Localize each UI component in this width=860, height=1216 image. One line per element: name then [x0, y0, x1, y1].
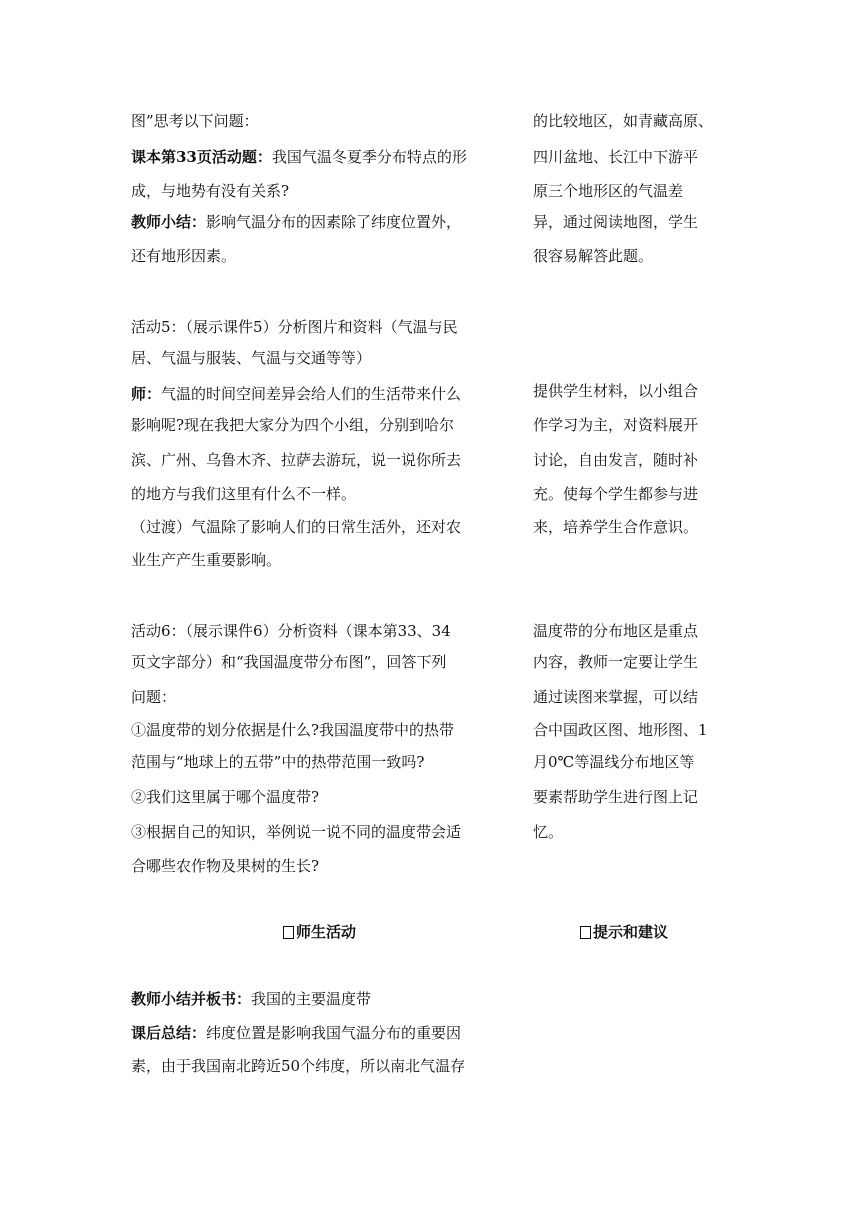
suggestion-text-line: 通过读图来掌握，可以结: [533, 688, 699, 706]
activity-text-line: [131, 1022, 461, 1044]
suggestion-text-line: 异，通过阅读地图，学生: [533, 213, 699, 231]
header-hints-suggestions: [580, 921, 668, 943]
line-text: 还有地形因素。: [131, 247, 237, 265]
suggestion-text-line: 作学习为主，对资料展开: [533, 416, 699, 434]
activity-text-line: [131, 516, 461, 538]
activity-text-line: [131, 414, 454, 436]
activity-text-line: [131, 347, 371, 369]
activity-text-line: [131, 751, 424, 773]
activity-text-line: [131, 719, 454, 741]
suggestion-text-line: 月0℃等温线分布地区等: [533, 753, 695, 771]
suggestion-text-line: 四川盆地、长江中下游平: [533, 148, 699, 166]
line-text: 业生产产生重要影响。: [131, 551, 282, 569]
line-text: 成，与地势有没有关系?: [131, 182, 290, 200]
activity-text-line: [131, 211, 461, 233]
line-text: 我国气温冬夏季分布特点的形: [271, 148, 467, 166]
line-text: 气温的时间空间差异会给人们的生活带来什么: [161, 385, 462, 403]
suggestion-text-line: 温度带的分布地区是重点: [533, 622, 699, 640]
activity-text-line: [131, 383, 461, 405]
suggestion-text-line: 合中国政区图、地形图、1: [533, 721, 708, 739]
activity-text-line: [131, 686, 176, 708]
suggestion-text-line: 讨论，自由发言，随时补: [533, 451, 699, 469]
line-text: 页文字部分）和“我国温度带分布图”，回答下列: [131, 653, 447, 671]
suggestion-text-line: 忆。: [533, 823, 564, 841]
suggestion-text-line: 提供学生材料，以小组合: [533, 382, 699, 400]
activity-text-line: [131, 549, 281, 571]
line-text: 合哪些农作物及果树的生长?: [131, 857, 320, 875]
activity-text-line: [131, 651, 446, 673]
activity-text-line: [131, 855, 319, 877]
suggestion-text-line: 要素帮助学生进行图上记: [533, 788, 699, 806]
bold-lead: 课后总结：: [131, 1024, 207, 1042]
header-suggestion-label: 提示和建议: [593, 923, 669, 941]
line-text: 图”思考以下问题：: [131, 112, 259, 130]
bold-lead: 课本第33页活动题：: [131, 148, 272, 166]
line-text: 居、气温与服装、气温与交通等等）: [131, 349, 372, 367]
activity-text-line: [131, 1055, 465, 1077]
line-text: 范围与“地球上的五带”中的热带范围一致吗?: [131, 753, 425, 771]
line-text: 问题：: [131, 688, 177, 706]
suggestion-text-line: 充。使每个学生都参与进: [533, 485, 699, 503]
activity-text-line: [131, 180, 289, 202]
activity-text-line: [131, 821, 461, 843]
line-text: 我国的主要温度带: [251, 990, 372, 1008]
line-text: 活动5：（展示课件5）分析图片和资料（气温与民: [131, 318, 458, 336]
bold-lead: 教师小结并板书：: [131, 990, 252, 1008]
line-text: ③根据自己的知识，举例说一说不同的温度带会适: [131, 823, 462, 841]
activity-text-line: [131, 146, 467, 168]
suggestion-text-line: 内容，教师一定要让学生: [533, 653, 699, 671]
activity-text-line: [131, 620, 451, 642]
activity-text-line: [131, 483, 356, 505]
header-activity-label: 师生活动: [296, 923, 357, 941]
line-text: 纬度位置是影响我国气温分布的重要因: [206, 1024, 462, 1042]
checkbox-icon: [580, 926, 591, 939]
line-text: 素，由于我国南北跨近50个纬度，所以南北气温存: [131, 1057, 466, 1075]
line-text: 影响呢?现在我把大家分为四个小组，分别到哈尔: [131, 416, 455, 434]
activity-text-line: [131, 786, 319, 808]
line-text: ②我们这里属于哪个温度带?: [131, 788, 320, 806]
activity-text-line: [131, 988, 371, 1010]
checkbox-icon: [283, 926, 294, 939]
activity-text-line: [131, 449, 461, 471]
bold-lead: 教师小结：: [131, 213, 207, 231]
suggestion-text-line: 原三个地形区的气温差: [533, 182, 684, 200]
line-text: 滨、广州、乌鲁木齐、拉萨去游玩，说一说你所去: [131, 451, 462, 469]
activity-text-line: [131, 316, 458, 338]
activity-text-line: [131, 110, 259, 132]
suggestion-text-line: 来，培养学生合作意识。: [533, 518, 699, 536]
suggestion-text-line: 很容易解答此题。: [533, 247, 654, 265]
activity-text-line: [131, 245, 236, 267]
line-text: （过渡）气温除了影响人们的日常生活外，还对农: [131, 518, 462, 536]
line-text: 的地方与我们这里有什么不一样。: [131, 485, 357, 503]
bold-lead: 师：: [131, 385, 162, 403]
suggestion-text-line: 的比较地区，如青藏高原、: [533, 112, 714, 130]
line-text: 活动6：（展示课件6）分析资料（课本第33、34: [131, 622, 451, 640]
line-text: ①温度带的划分依据是什么?我国温度带中的热带: [131, 721, 455, 739]
line-text: 影响气温分布的因素除了纬度位置外，: [206, 213, 462, 231]
header-teacher-student-activity: [283, 921, 356, 943]
